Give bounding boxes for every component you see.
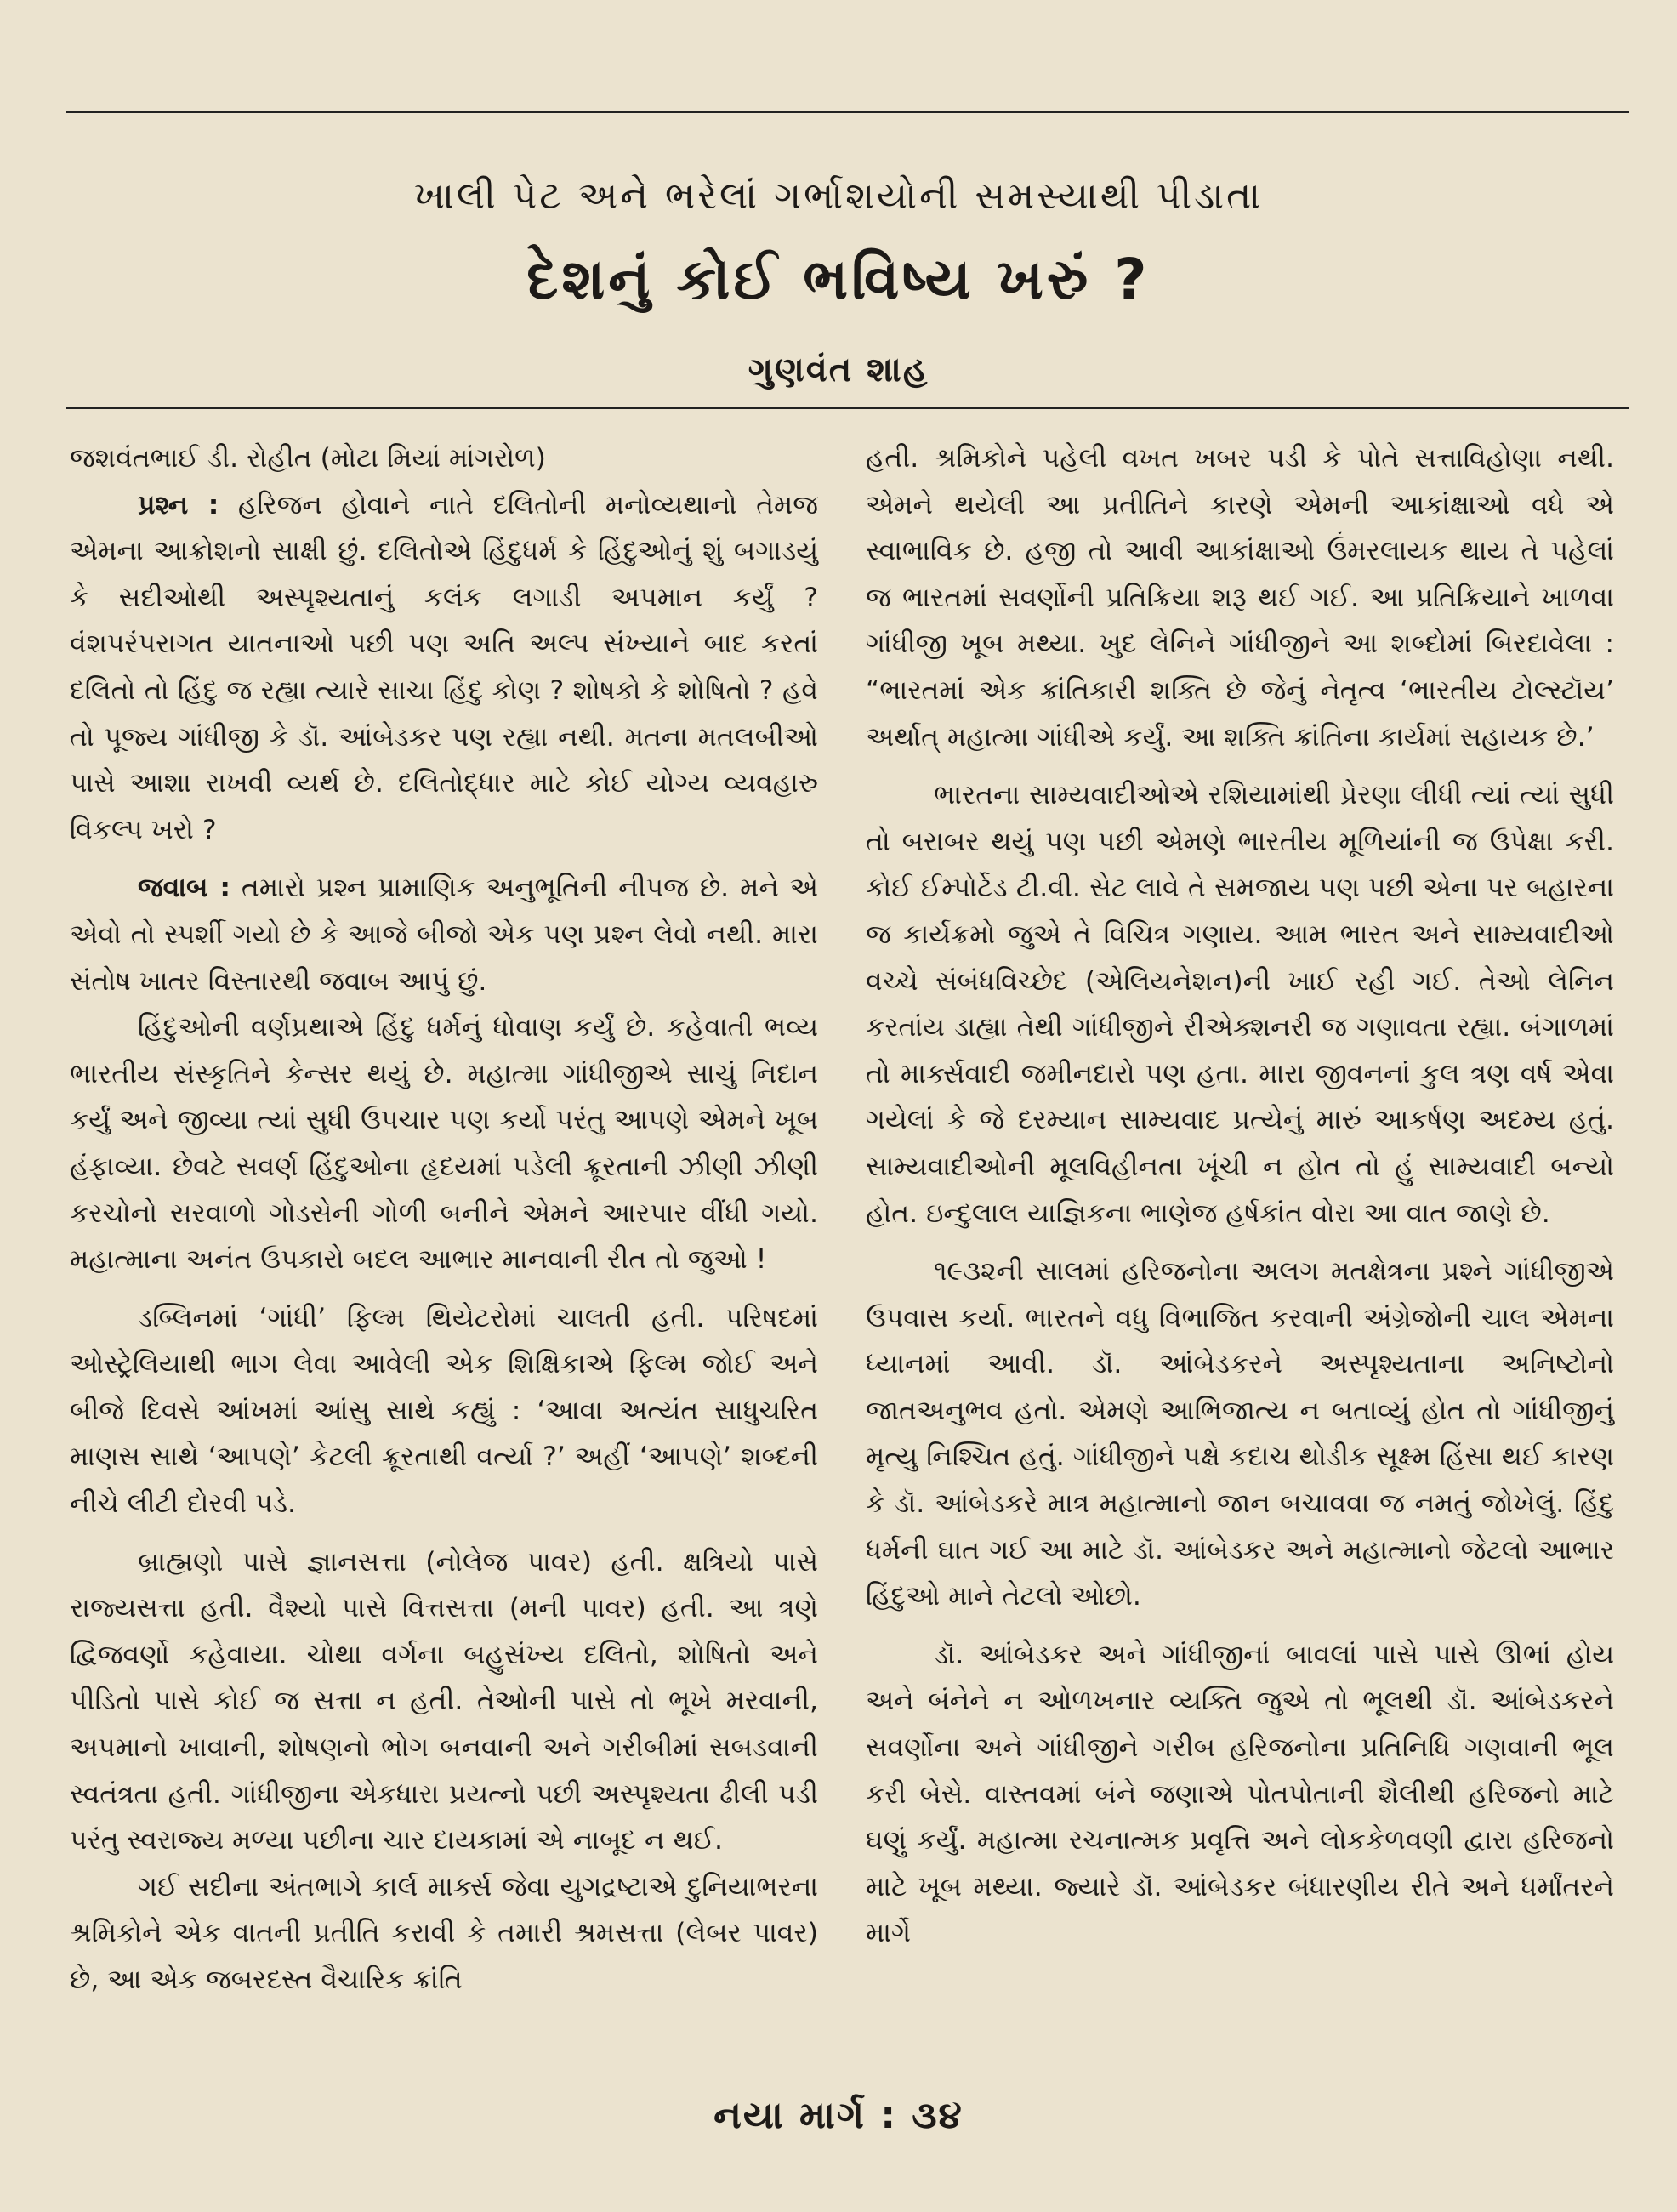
paragraph: હિંદુઓની વર્ણપ્રથાએ હિંદુ ધર્મનું ધોવાણ કર્યું છે. કહેવાતી ભવ્ય ભારતીય સંસ્કૃતિને કેન્સર થયું છે. મહાત્મા ગાંધીજીએ સાચું નિદાન કર્યું અને જીવ્યા ત્યાં સુધી ઉપચાર પણ કર્યો પરંતુ આપણે એમને ખૂબ હંફાવ્યા. છેવટે સવર્ણ હિંદુઓના હૃદયમાં પડેલી ક્રૂરતાની ઝીણી ઝીણી કરચોનો સરવાળો ગોડસેની ગોળી બનીને એમને આરપાર વીંધી ગયો. મહાત્માના અનંત ઉપકારો બદલ આભાર માનવાની રીત તો જુઓ ! xyxy=(70,1012,818,1276)
answer-text: તમારો પ્રશ્ન પ્રામાણિક અનુભૂતિની નીપજ છે. મને એ એવો તો સ્પર્શી ગયો છે કે આજે બીજો એક પણ પ્રશ્ન લેવો નથી. મારા સંતોષ ખાતર વિસ્તારથી જવાબ આપું છું. xyxy=(70,873,818,997)
paragraph: ડબ્લિનમાં ‘ગાંધી’ ફિલ્મ થિયેટરોમાં ચાલતી હતી. પરિષદમાં ઓસ્ટ્રેલિયાથી ભાગ લેવા આવેલી એક શિક્ષિકાએ ફિલ્મ જોઈ અને બીજે દિવસે આંખમાં આંસુ સાથે કહ્યું : ‘આવા અત્યંત સાધુચરિત માણસ સાથે ‘આપણે’ કેટલી ક્રૂરતાથી વર્ત્યા ?’ અહીં ‘આપણે’ શબ્દની નીચે લીટી દોરવી પડે. xyxy=(70,1302,818,1520)
right-column xyxy=(866,435,1614,1957)
author-byline: ગુણવંત શાહ xyxy=(748,350,929,390)
answer-label: જવાબ : xyxy=(138,873,230,904)
paragraph: ૧૯૩૨ની સાલમાં હરિજનોના અલગ મતક્ષેત્રના પ્રશ્ને ગાંધીજીએ ઉપવાસ કર્યા. ભારતને વધુ વિભાજિત કરવાની અંગ્રેજોની ચાલ એમના ધ્યાનમાં આવી. ડૉ. આંબેડકરને અસ્પૃશ્યતાના અનિષ્ટોનો જાતઅનુભવ હતો. એમણે આભિજાત્ય ન બતાવ્યું હોત તો ગાંધીજીનું મૃત્યુ નિશ્ચિત હતું. ગાંધીજીને પક્ષે કદાચ થોડીક સૂક્ષ્મ હિંસા થઈ કારણ કે ડૉ. આંબેડકરે માત્ર મહાત્માનો જાન બચાવવા જ નમતું જોખેલું. હિંદુ ધર્મની ઘાત ગઈ આ માટે ડૉ. આંબેડકર અને મહાત્માનો જેટલો આભાર હિંદુઓ માને તેટલો ઓછો. xyxy=(866,1256,1614,1612)
paragraph: હતી. શ્રમિકોને પહેલી વખત ખબર પડી કે પોતે સત્તાવિહોણા નથી. એમને થયેલી આ પ્રતીતિને કારણે એમની આકાંક્ષાઓ વધે એ સ્વાભાવિક છે. હજી તો આવી આકાંક્ષાઓ ઉંમરલાયક થાય તે પહેલાં જ ભારતમાં સવર્ણોની પ્રતિક્રિયા શરૂ થઈ ગઈ. આ પ્રતિક્રિયાને ખાળવા ગાંધીજી ખૂબ મથ્યા. ખુદ લેનિને ગાંધીજીને આ શબ્દોમાં બિરદાવેલા : “ભારતમાં એક ક્રાંતિકારી શક્તિ છે જેનું નેતૃત્વ ‘ભારતીય ટોલ્સ્ટૉય’ અર્થાત્ મહાત્મા ગાંધીએ કર્યું. આ શક્તિ ક્રાંતિના કાર્યમાં સહાયક છે.’ xyxy=(866,443,1614,753)
question-paragraph xyxy=(70,482,818,854)
question-label: પ્રશ્ન : xyxy=(138,489,219,520)
answer-paragraph xyxy=(70,865,818,1004)
page-footer: નયા માર્ગ : ૩૪ xyxy=(713,2094,964,2137)
paragraph: ડૉ. આંબેડકર અને ગાંધીજીનાં બાવલાં પાસે પાસે ઊભાં હોય અને બંનેને ન ઓળખનાર વ્યક્તિ જુએ તો ભૂલથી ડૉ. આંબેડકરને સવર્ણોના અને ગાંધીજીને ગરીબ હરિજનોના પ્રતિનિધિ ગણવાની ભૂલ કરી બેસે. વાસ્તવમાં બંને જણાએ પોતપોતાની શૈલીથી હરિજનો માટે ઘણું કર્યું. મહાત્મા રચનાત્મક પ્રવૃત્તિ અને લોકકેળવણી દ્વારા હરિજનો માટે ખૂબ મથ્યા. જ્યારે ડૉ. આંબેડકર બંધારણીય રીતે અને ધર્માંતરને માર્ગે xyxy=(866,1639,1614,1949)
paragraph: બ્રાહ્મણો પાસે જ્ઞાનસત્તા (નોલેજ પાવર) હતી. ક્ષત્રિયો પાસે રાજ્યસત્તા હતી. વૈશ્યો પાસે વિત્તસત્તા (મની પાવર) હતી. આ ત્રણે દ્વિજવર્ણો કહેવાયા. ચોથા વર્ગના બહુસંખ્ય દલિતો, શોષિતો અને પીડિતો પાસે કોઈ જ સત્તા ન હતી. તેઓની પાસે તો ભૂખે મરવાની, અપમાનો ખાવાની, શોષણનો ભોગ બનવાની અને ગરીબીમાં સબડવાની સ્વતંત્રતા હતી. ગાંધીજીના એકધારા પ્રયત્નો પછી અસ્પૃશ્યતા ઢીલી પડી પરંતુ સ્વરાજ્ય મળ્યા પછીના ચાર દાયકામાં એ નાબૂદ ન થઈ. xyxy=(70,1546,818,1857)
question-text: હરિજન હોવાને નાતે દલિતોની મનોવ્યથાનો તેમજ એમના આક્રોશનો સાક્ષી છું. દલિતોએ હિંદુધર્મ કે હિંદુઓનું શું બગાડયું કે સદીઓથી અસ્પૃશ્યતાનું કલંક લગાડી અપમાન કર્યું ? વંશપરંપરાગત યાતનાઓ પછી પણ અતિ અલ્પ સંખ્યાને બાદ કરતાં દલિતો તો હિંદુ જ રહ્યા ત્યારે સાચા હિંદુ કોણ ? શોષકો કે શોષિતો ? હવે તો પૂજ્ય ગાંધીજી કે ડૉ. આંબેડકર પણ રહ્યા નથી. મતના મતલબીઓ પાસે આશા રાખવી વ્યર્થ છે. દલિતોદ્ધાર માટે કોઈ યોગ્ય વ્યવહારુ વિકલ્પ ખરો ? xyxy=(70,489,818,845)
kicker: ખાલી પેટ અને ભરેલાં ગર્ભાશયોની સમસ્યાથી પીડાતા xyxy=(413,174,1264,218)
questioner: જશવંતભાઈ ડી. રોહીત (મોટા મિયાં માંગરોળ) xyxy=(70,443,546,474)
paragraph: ગઈ સદીના અંતભાગે કાર્લ માર્ક્સ જેવા યુગદ્રષ્ટાએ દુનિયાભરના શ્રમિકોને એક વાતની પ્રતીતિ કરાવી કે તમારી શ્રમસત્તા (લેબર પાવર) છે, આ એક જબરદસ્ત વૈચારિક ક્રાંતિ xyxy=(70,1871,818,1995)
left-column xyxy=(70,435,818,2004)
paragraph: ભારતના સામ્યવાદીઓએ રશિયામાંથી પ્રેરણા લીધી ત્યાં ત્યાં સુધી તો બરાબર થયું પણ પછી એમણે ભારતીય મૂળિયાંની જ ઉપેક્ષા કરી. કોઈ ઈમ્પોર્ટેડ ટી.વી. સેટ લાવે તે સમજાય પણ પછી એના પર બહારના જ કાર્યક્રમો જુએ તે વિચિત્ર ગણાય. આમ ભારત અને સામ્યવાદીઓ વચ્ચે સંબંધવિચ્છેદ (એલિયનેશન)ની ખાઈ રહી ગઈ. તેઓ લેનિન કરતાંય ડાહ્યા તેથી ગાંધીજીને રીએક્શનરી જ ગણાવતા રહ્યા. બંગાળમાં તો માર્ક્સવાદી જમીનદારો પણ હતા. મારા જીવનનાં કુલ ત્રણ વર્ષ એવા ગયેલાં કે જે દરમ્યાન સામ્યવાદ પ્રત્યેનું મારું આકર્ષણ અદમ્ય હતું. સામ્યવાદીઓની મૂલવિહીનતા ખૂંચી ન હોત તો હું સામ્યવાદી બન્યો હોત. ઇન્દુલાલ યાજ્ઞિકના ભાણેજ હર્ષકાંત વોરા આ વાત જાણે છે. xyxy=(866,780,1614,1229)
top-rule xyxy=(66,111,1629,113)
headline: દેશનું કોઈ ભવિષ્ય ખરું ? xyxy=(526,247,1151,312)
header-rule xyxy=(66,407,1629,409)
